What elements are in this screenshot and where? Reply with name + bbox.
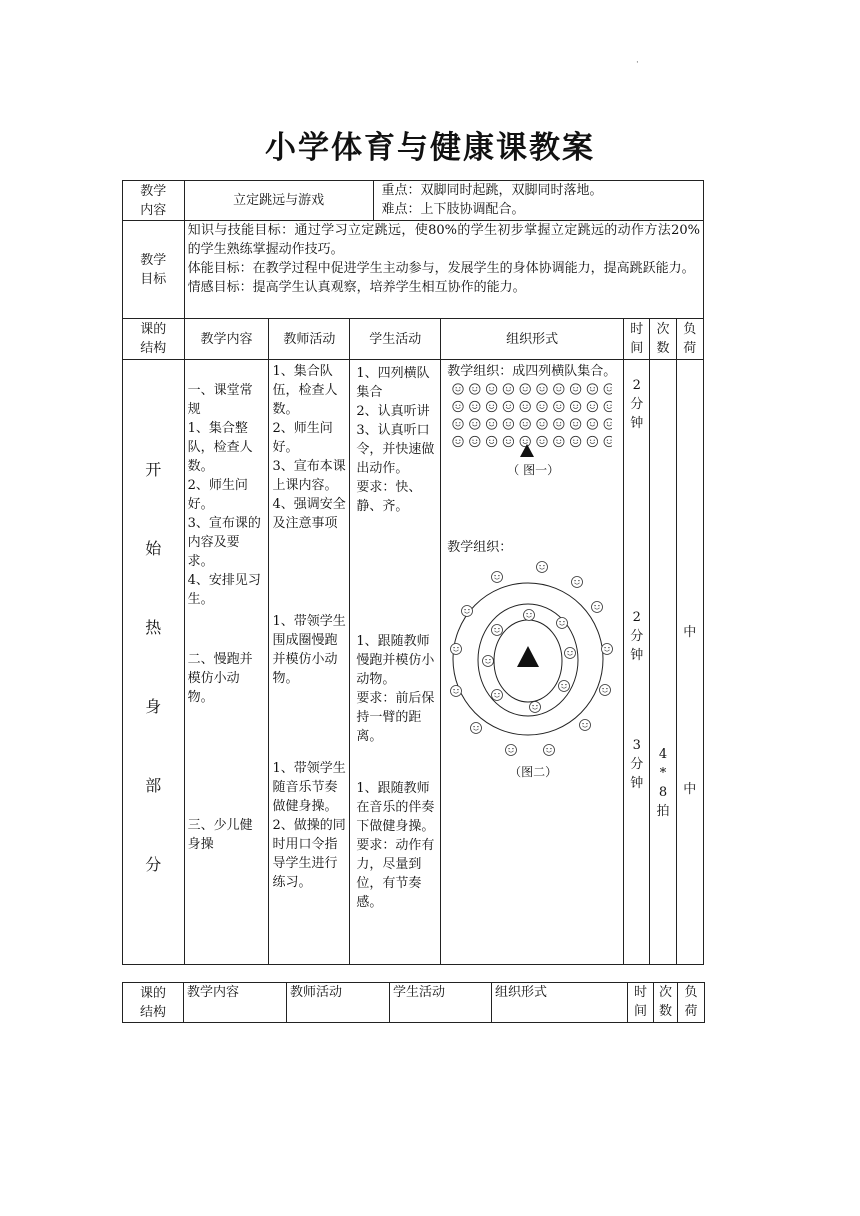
smiley-icon xyxy=(503,384,513,394)
student-part-2: 1、跟随教师慢跑并模仿小动物。 要求：前后保持一臂的距离。 xyxy=(356,634,435,744)
smiley-icon xyxy=(587,384,597,394)
smiley-icon xyxy=(487,436,497,446)
col-teacher: 教师活动 xyxy=(269,319,350,360)
col-teacher-2: 教师活动 xyxy=(287,983,390,1023)
section-char: 始 xyxy=(145,539,162,558)
col-content-2: 教学内容 xyxy=(184,983,287,1023)
time-part-3: 3 分 钟 xyxy=(630,738,644,791)
col-structure: 课的 结构 xyxy=(123,319,185,360)
smiley-icon xyxy=(592,602,603,613)
page-title: 小学体育与健康课教案 xyxy=(265,130,595,166)
smiley-icon xyxy=(572,577,583,588)
count-part-3: 4 * 8 拍 xyxy=(656,747,670,819)
circle-formation-diagram xyxy=(447,557,617,757)
col-time-2: 时 间 xyxy=(628,983,654,1023)
smiley-icon xyxy=(554,419,564,429)
lesson-plan-table xyxy=(122,180,704,965)
col-load: 负 荷 xyxy=(676,319,703,360)
col-time: 时 间 xyxy=(624,319,650,360)
figure-2-caption: （图二） xyxy=(509,765,558,779)
col-student: 学生活动 xyxy=(350,319,441,360)
section-char: 身 xyxy=(145,697,162,716)
col-count: 次 数 xyxy=(650,319,676,360)
smiley-icon xyxy=(520,401,530,411)
center-teacher-triangle-icon xyxy=(517,646,539,667)
smiley-icon xyxy=(520,419,530,429)
col-organization: 组织形式 xyxy=(441,319,624,360)
figure-1-caption: （ 图一） xyxy=(507,463,560,477)
four-row-formation xyxy=(453,384,612,447)
org-label-2: 教学组织： xyxy=(447,540,513,555)
teacher-part-1: 1、集合队伍，检查人数。 2、师生问好。 3、宣布本课上课内容。 4、强调安全及注意事项 xyxy=(272,364,346,531)
load-part-3: 中 xyxy=(683,782,697,797)
smiley-icon xyxy=(537,401,547,411)
section-name xyxy=(123,360,185,965)
smiley-icon xyxy=(451,686,462,697)
content-part-1: 一、课堂常规 1、集合整队，检查人数。 2、师生问好。 3、宣布课的内容及要求。 4、安排见习生。 xyxy=(187,383,261,607)
smiley-icon xyxy=(492,625,503,636)
smiley-icon xyxy=(520,436,530,446)
smiley-icon xyxy=(520,384,530,394)
smiley-icon xyxy=(554,436,564,446)
smiley-icon xyxy=(487,401,497,411)
smiley-icon xyxy=(554,401,564,411)
smiley-icon xyxy=(483,656,494,667)
load-part-2: 中 xyxy=(683,625,697,640)
smiley-icon xyxy=(453,384,463,394)
smiley-icon xyxy=(587,419,597,429)
smiley-icon xyxy=(451,644,462,655)
col-count-2: 次 数 xyxy=(654,983,678,1023)
content-part-2: 二、慢跑并模仿小动物。 xyxy=(187,652,253,705)
goal-fitness: 体能目标：在教学过程中促进学生主动参与，发展学生的身体协调能力，提高跳跃能力。 xyxy=(187,261,695,276)
smiley-icon xyxy=(503,436,513,446)
time-part-1: 2 分 钟 xyxy=(630,378,644,431)
section-char: 部 xyxy=(145,776,162,795)
time-part-2: 2 分 钟 xyxy=(630,610,644,663)
difficult-point: 难点：上下肢协调配合。 xyxy=(381,202,525,217)
student-part-1: 1、四列横队集合 2、认真听讲 3、认真听口令，并快速做出动作。 要求：快、静、齐。 xyxy=(356,366,435,514)
smiley-icon xyxy=(537,384,547,394)
smiley-icon xyxy=(571,436,581,446)
corner-mark: · xyxy=(636,58,639,68)
col-organization-2: 组织形式 xyxy=(492,983,628,1023)
smiley-icon xyxy=(471,723,482,734)
continuation-table xyxy=(122,982,705,1023)
col-structure-2: 课的 结构 xyxy=(123,983,184,1023)
smiley-icon xyxy=(453,419,463,429)
col-student-2: 学生活动 xyxy=(390,983,492,1023)
smiley-icon xyxy=(462,606,473,617)
smiley-icon xyxy=(470,401,480,411)
smiley-icon xyxy=(604,401,612,411)
goal-knowledge: 知识与技能目标：通过学习立定跳远，使80%的学生初步掌握立定跳远的动作方法20%的学生熟练掌握动作技巧。 xyxy=(187,223,700,257)
smiley-icon xyxy=(492,690,503,701)
smiley-icon xyxy=(604,384,612,394)
section-char: 热 xyxy=(145,618,162,637)
smiley-icon xyxy=(600,685,611,696)
smiley-icon xyxy=(492,572,503,583)
section-char: 开 xyxy=(145,460,162,479)
section-char: 分 xyxy=(145,855,162,874)
smiley-icon xyxy=(557,618,568,629)
smiley-icon xyxy=(604,419,612,429)
smiley-icon xyxy=(544,745,555,756)
smiley-icon xyxy=(571,419,581,429)
smiley-icon xyxy=(580,720,591,731)
smiley-icon xyxy=(571,384,581,394)
teacher-part-3: 1、带领学生随音乐节奏做健身操。 2、做操的同时用口令指导学生进行练习。 xyxy=(272,761,346,890)
smiley-icon xyxy=(587,436,597,446)
formation-diagram-1 xyxy=(447,381,612,467)
smiley-icon xyxy=(470,384,480,394)
smiley-icon xyxy=(565,648,576,659)
smiley-icon xyxy=(470,436,480,446)
smiley-icon xyxy=(453,436,463,446)
smiley-icon xyxy=(554,384,564,394)
smiley-icon xyxy=(506,745,517,756)
smiley-icon xyxy=(453,401,463,411)
smiley-icon xyxy=(524,610,535,621)
content-value: 立定跳远与游戏 xyxy=(184,181,373,221)
smiley-icon xyxy=(487,419,497,429)
smiley-icon xyxy=(587,401,597,411)
goal-emotion: 情感目标：提高学生认真观察，培养学生相互协作的能力。 xyxy=(187,280,526,295)
key-point: 重点：双脚同时起跳，双脚同时落地。 xyxy=(381,183,603,198)
content-part-3: 三、少儿健身操 xyxy=(187,818,253,852)
teacher-part-2: 1、带领学生围成圈慢跑并模仿小动物。 xyxy=(272,614,346,686)
smiley-icon xyxy=(559,681,570,692)
smiley-icon xyxy=(602,644,613,655)
smiley-icon xyxy=(537,436,547,446)
col-content: 教学内容 xyxy=(184,319,269,360)
smiley-icon xyxy=(530,702,541,713)
content-label: 教学 内容 xyxy=(123,181,185,221)
col-load-2: 负 荷 xyxy=(678,983,705,1023)
org-label-1: 教学组织：成四列横队集合。 xyxy=(447,364,617,379)
smiley-icon xyxy=(537,419,547,429)
smiley-icon xyxy=(487,384,497,394)
smiley-icon xyxy=(604,436,612,446)
smiley-icon xyxy=(503,419,513,429)
student-part-3: 1、跟随教师在音乐的伴奏下做健身操。 要求：动作有力，尽量到位，有节奏感。 xyxy=(356,781,435,910)
smiley-icon xyxy=(503,401,513,411)
smiley-icon xyxy=(470,419,480,429)
smiley-icon xyxy=(537,562,548,573)
smiley-icon xyxy=(571,401,581,411)
goal-label: 教学 目标 xyxy=(123,221,185,319)
